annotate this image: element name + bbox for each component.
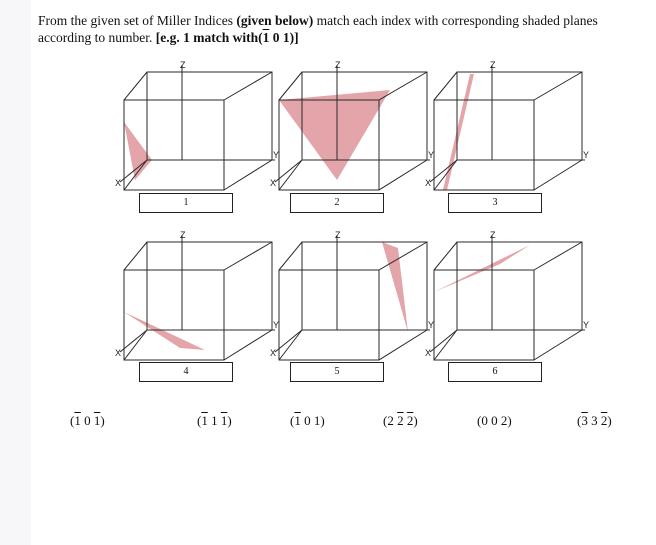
x-axis-label: X bbox=[425, 178, 432, 188]
index-open: ( bbox=[290, 413, 295, 428]
index-close: ) bbox=[227, 413, 232, 428]
index-bar-digit: 1 bbox=[201, 413, 208, 428]
z-axis-label: Z bbox=[180, 60, 186, 70]
answer-box-6[interactable] bbox=[448, 362, 542, 382]
x-axis-label: X bbox=[270, 348, 277, 358]
index-close: ) bbox=[320, 413, 325, 428]
index-bar-digit: 3 bbox=[581, 413, 588, 428]
miller-index-5 bbox=[477, 413, 512, 429]
miller-index-1 bbox=[70, 413, 105, 429]
index-open: ( bbox=[70, 413, 75, 428]
cube-1-diagram bbox=[115, 60, 280, 190]
cube-5-edges bbox=[275, 235, 430, 360]
answer-box-number: 2 bbox=[334, 197, 340, 208]
index-bar-digit: 1 bbox=[220, 413, 228, 428]
index-open: ( bbox=[197, 413, 202, 428]
miller-index-3 bbox=[290, 413, 325, 429]
cube-4-edges bbox=[120, 235, 275, 360]
index-close: ) bbox=[413, 413, 418, 428]
y-axis-label: Y bbox=[428, 320, 435, 330]
index-text: 0 0 2 bbox=[481, 413, 508, 428]
cube-1-edges bbox=[120, 65, 275, 190]
y-axis-label: Y bbox=[583, 320, 590, 330]
z-axis-label: Z bbox=[180, 230, 186, 240]
answer-box-1[interactable] bbox=[139, 193, 233, 213]
example-index-open: ( bbox=[258, 30, 263, 45]
question-line1-prefix: From the given set of Miller Indices bbox=[38, 13, 237, 28]
cube-5-diagram bbox=[270, 230, 435, 360]
cube-6-diagram bbox=[425, 230, 590, 360]
cube-3-edges bbox=[430, 65, 585, 190]
y-axis-label: Y bbox=[273, 150, 280, 160]
miller-index-4 bbox=[383, 413, 418, 429]
cube-4-diagram bbox=[115, 230, 280, 360]
index-bar-digit: 2 bbox=[600, 413, 608, 428]
index-open: ( bbox=[383, 413, 388, 428]
example-index bbox=[258, 30, 299, 45]
question-line2-bold: [e.g. 1 match with bbox=[155, 30, 259, 45]
answer-box-number: 5 bbox=[334, 366, 340, 377]
cube-3-diagram bbox=[425, 60, 590, 190]
index-bar-digit: 2 bbox=[406, 413, 414, 428]
cube-6-edges bbox=[430, 235, 585, 360]
miller-index-6 bbox=[577, 413, 612, 429]
z-axis-label: Z bbox=[490, 60, 496, 70]
x-axis-label: X bbox=[115, 348, 122, 358]
question-text bbox=[38, 12, 628, 46]
answer-box-2[interactable] bbox=[290, 193, 384, 213]
x-axis-label: X bbox=[270, 178, 277, 188]
index-open: ( bbox=[577, 413, 582, 428]
question-line2-prefix: according to number. bbox=[38, 30, 156, 45]
index-text: 0 1 bbox=[300, 413, 321, 428]
shaded-plane-2 bbox=[279, 90, 390, 180]
question-line1-bold: (given below) bbox=[236, 13, 314, 28]
answer-box-3[interactable] bbox=[448, 193, 542, 213]
index-open: ( bbox=[477, 413, 482, 428]
example-index-close: )] bbox=[289, 30, 299, 45]
index-bar-digit: 1 bbox=[294, 413, 301, 428]
answer-box-number: 6 bbox=[492, 366, 498, 377]
x-axis-label: X bbox=[115, 178, 122, 188]
cube-2-diagram bbox=[270, 60, 435, 190]
z-axis-label: Z bbox=[490, 230, 496, 240]
index-text: 3 bbox=[587, 413, 601, 428]
z-axis-label: Z bbox=[335, 60, 341, 70]
x-axis-label: X bbox=[425, 348, 432, 358]
z-axis-label: Z bbox=[335, 230, 341, 240]
answer-box-number: 3 bbox=[492, 197, 498, 208]
y-axis-label: Y bbox=[428, 150, 435, 160]
y-axis-label: Y bbox=[273, 320, 280, 330]
answer-box-number: 1 bbox=[183, 197, 189, 208]
example-index-rest: 0 1 bbox=[269, 30, 290, 45]
index-close: ) bbox=[507, 413, 512, 428]
index-text: 1 bbox=[207, 413, 221, 428]
example-index-bar-digit: 1 bbox=[262, 30, 270, 45]
index-bar-digit: 1 bbox=[93, 413, 101, 428]
index-text: 2 bbox=[387, 413, 398, 428]
index-close: ) bbox=[100, 413, 105, 428]
index-bar-digit: 1 bbox=[74, 413, 81, 428]
index-bar-digit: 2 bbox=[397, 413, 404, 428]
index-text: 0 bbox=[80, 413, 94, 428]
question-line1-suffix: match each index with corresponding shaded planes bbox=[313, 13, 598, 28]
answer-box-number: 4 bbox=[183, 366, 189, 377]
y-axis-label: Y bbox=[583, 150, 590, 160]
answer-box-5[interactable] bbox=[290, 362, 384, 382]
index-close: ) bbox=[607, 413, 612, 428]
answer-box-4[interactable] bbox=[139, 362, 233, 382]
miller-index-2 bbox=[197, 413, 232, 429]
